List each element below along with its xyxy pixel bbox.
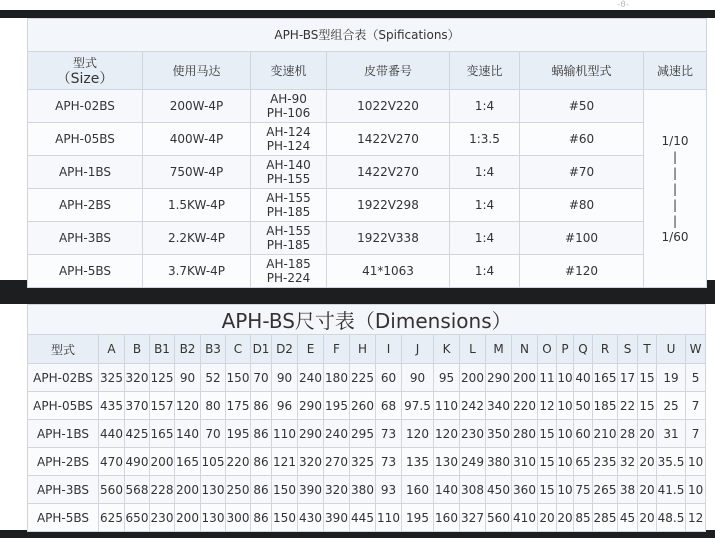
- cell-dimension: 290: [486, 364, 512, 392]
- table-row: [28, 222, 707, 255]
- header-ratio: 变速比: [450, 52, 520, 90]
- cell-dimension: 130: [201, 504, 226, 532]
- cell-dimension: 450: [486, 476, 512, 504]
- dimensions-table: [27, 304, 706, 532]
- reduction-bar: |: [673, 165, 678, 180]
- reduction-bar: |: [673, 181, 678, 196]
- cell-dimension: 20: [638, 420, 657, 448]
- cell-dimension: 225: [350, 364, 376, 392]
- cell-model: APH-02BS: [28, 90, 143, 123]
- cell-model: APH-1BS: [28, 420, 99, 448]
- dim-header: B: [125, 335, 150, 364]
- cell-dimension: 95: [434, 364, 460, 392]
- cell-dimension: 60: [376, 364, 402, 392]
- cell-dimension: 38: [618, 476, 638, 504]
- cell-dimension: 185: [593, 392, 618, 420]
- cell-dimension: 15: [538, 448, 557, 476]
- header-reducer: 变速机: [251, 52, 327, 90]
- dim-header: B2: [175, 335, 201, 364]
- cell-dimension: 300: [226, 504, 251, 532]
- cell-dimension: 73: [376, 420, 402, 448]
- cell-dimension: 380: [486, 448, 512, 476]
- cell-dimension: 28: [618, 420, 638, 448]
- cell-dimension: 249: [460, 448, 486, 476]
- cell-belt: 1922V298: [327, 189, 450, 222]
- cell-dimension: 270: [324, 448, 350, 476]
- cell-belt: 1422V270: [327, 123, 450, 156]
- cell-dimension: 65: [574, 448, 593, 476]
- cell-dimension: 121: [272, 448, 298, 476]
- cell-model: APH-05BS: [28, 123, 143, 156]
- cell-dimension: 130: [434, 448, 460, 476]
- dim-header: U: [657, 335, 686, 364]
- cell-dimension: 370: [125, 392, 150, 420]
- cell-dimension: 195: [402, 504, 434, 532]
- cell-dimension: 425: [125, 420, 150, 448]
- divider-band-top: [0, 10, 715, 18]
- cell-dimension: 230: [150, 504, 175, 532]
- cell-reducer: [251, 123, 327, 156]
- cell-dimension: 160: [434, 504, 460, 532]
- dim-header: W: [686, 335, 706, 364]
- cell-dimension: 295: [350, 420, 376, 448]
- cell-reducer-b: PH-155: [266, 172, 311, 186]
- cell-dimension: 285: [593, 504, 618, 532]
- header-motor: 使用马达: [143, 52, 251, 90]
- dim-header: T: [638, 335, 657, 364]
- spec-table: [27, 18, 706, 288]
- cell-dimension: 445: [350, 504, 376, 532]
- header-size-en: （Size）: [56, 70, 114, 87]
- cell-worm: #60: [520, 123, 644, 156]
- cell-dimension: 165: [175, 448, 201, 476]
- cell-dimension: 325: [350, 448, 376, 476]
- cell-model: APH-2BS: [28, 189, 143, 222]
- cell-dimension: 10: [557, 420, 574, 448]
- cell-dimension: 242: [460, 392, 486, 420]
- dimensions-table-title: APH-BS尺寸表（Dimensions）: [28, 305, 706, 335]
- cell-dimension: 320: [298, 448, 324, 476]
- table-row: [28, 504, 706, 532]
- cell-reducer: [251, 90, 327, 123]
- cell-reducer-a: AH-90: [270, 92, 307, 106]
- cell-dimension: 560: [486, 504, 512, 532]
- cell-dimension: 60: [574, 420, 593, 448]
- cell-dimension: 5: [686, 364, 706, 392]
- cell-belt: 41*1063: [327, 255, 450, 288]
- cell-dimension: 260: [350, 392, 376, 420]
- cell-ratio: 1:4: [450, 189, 520, 222]
- cell-dimension: 93: [376, 476, 402, 504]
- table-row: [28, 476, 706, 504]
- cell-dimension: 440: [99, 420, 125, 448]
- cell-dimension: 12: [538, 392, 557, 420]
- cell-dimension: 235: [593, 448, 618, 476]
- header-belt: 皮带番号: [327, 52, 450, 90]
- cell-dimension: 86: [251, 504, 272, 532]
- cell-dimension: 360: [512, 476, 538, 504]
- cell-reducer-b: PH-106: [266, 106, 311, 120]
- cell-model: APH-3BS: [28, 476, 99, 504]
- dim-header: B3: [201, 335, 226, 364]
- cell-dimension: 220: [512, 392, 538, 420]
- cell-dimension: 40: [574, 364, 593, 392]
- dimensions-body: [28, 364, 706, 532]
- cell-motor: 750W-4P: [143, 156, 251, 189]
- cell-dimension: 70: [251, 364, 272, 392]
- cell-dimension: 11: [538, 364, 557, 392]
- cell-dimension: 20: [638, 476, 657, 504]
- cell-dimension: 625: [99, 504, 125, 532]
- cell-ratio: 1:4: [450, 255, 520, 288]
- cell-ratio: 1:4: [450, 156, 520, 189]
- corner-mark: -0-: [616, 0, 630, 10]
- cell-dimension: 200: [512, 364, 538, 392]
- cell-dimension: 120: [402, 420, 434, 448]
- cell-dimension: 110: [376, 504, 402, 532]
- dim-header: K: [434, 335, 460, 364]
- cell-dimension: 130: [201, 476, 226, 504]
- cell-dimension: 280: [512, 420, 538, 448]
- cell-reducer-a: AH-155: [266, 191, 311, 205]
- cell-reducer: [251, 255, 327, 288]
- dim-header: B1: [150, 335, 175, 364]
- cell-dimension: 120: [175, 392, 201, 420]
- header-size: [28, 52, 143, 90]
- cell-dimension: 340: [486, 392, 512, 420]
- cell-dimension: 50: [574, 392, 593, 420]
- cell-dimension: 200: [175, 504, 201, 532]
- cell-motor: 3.7KW-4P: [143, 255, 251, 288]
- table-row: [28, 448, 706, 476]
- cell-reducer-b: PH-224: [266, 271, 311, 285]
- cell-dimension: 86: [251, 448, 272, 476]
- cell-dimension: 15: [538, 476, 557, 504]
- cell-dimension: 290: [298, 420, 324, 448]
- cell-dimension: 86: [251, 420, 272, 448]
- cell-ratio: 1:3.5: [450, 123, 520, 156]
- dim-header: D2: [272, 335, 298, 364]
- dim-header: O: [538, 335, 557, 364]
- cell-motor: 1.5KW-4P: [143, 189, 251, 222]
- cell-dimension: 210: [593, 420, 618, 448]
- cell-dimension: 180: [324, 364, 350, 392]
- cell-dimension: 45: [618, 504, 638, 532]
- cell-dimension: 97.5: [402, 392, 434, 420]
- dim-header: F: [324, 335, 350, 364]
- cell-dimension: 265: [593, 476, 618, 504]
- cell-dimension: 380: [350, 476, 376, 504]
- table-row: [28, 156, 707, 189]
- cell-reducer: [251, 222, 327, 255]
- cell-dimension: 230: [460, 420, 486, 448]
- cell-dimension: 7: [686, 420, 706, 448]
- cell-dimension: 240: [298, 364, 324, 392]
- table-row: [28, 90, 707, 123]
- cell-reducer: [251, 189, 327, 222]
- dim-header: S: [618, 335, 638, 364]
- cell-dimension: 110: [434, 392, 460, 420]
- cell-dimension: 10: [557, 392, 574, 420]
- cell-dimension: 157: [150, 392, 175, 420]
- dim-header: E: [298, 335, 324, 364]
- cell-dimension: 15: [538, 420, 557, 448]
- cell-motor: 400W-4P: [143, 123, 251, 156]
- cell-model: APH-1BS: [28, 156, 143, 189]
- cell-dimension: 105: [201, 448, 226, 476]
- cell-dimension: 85: [574, 504, 593, 532]
- cell-reducer-a: AH-124: [266, 125, 311, 139]
- cell-dimension: 165: [150, 420, 175, 448]
- cell-dimension: 25: [657, 392, 686, 420]
- cell-dimension: 86: [251, 392, 272, 420]
- cell-dimension: 240: [324, 420, 350, 448]
- cell-dimension: 75: [574, 476, 593, 504]
- cell-dimension: 73: [376, 448, 402, 476]
- cell-dimension: 327: [460, 504, 486, 532]
- cell-dimension: 310: [512, 448, 538, 476]
- cell-reducer-a: AH-155: [266, 224, 311, 238]
- dim-header: P: [557, 335, 574, 364]
- cell-dimension: 12: [686, 504, 706, 532]
- table-row: [28, 392, 706, 420]
- cell-reducer-a: AH-140: [266, 158, 311, 172]
- cell-dimension: 90: [175, 364, 201, 392]
- cell-ratio: 1:4: [450, 90, 520, 123]
- cell-motor: 2.2KW-4P: [143, 222, 251, 255]
- cell-dimension: 120: [434, 420, 460, 448]
- cell-reducer-a: AH-185: [266, 257, 311, 271]
- cell-dimension: 560: [99, 476, 125, 504]
- reduction-top: 1/10: [661, 133, 689, 148]
- cell-dimension: 150: [272, 476, 298, 504]
- cell-dimension: 568: [125, 476, 150, 504]
- cell-dimension: 320: [125, 364, 150, 392]
- cell-dimension: 20: [638, 504, 657, 532]
- cell-dimension: 15: [638, 364, 657, 392]
- cell-dimension: 390: [324, 504, 350, 532]
- cell-dimension: 22: [618, 392, 638, 420]
- cell-dimension: 290: [298, 392, 324, 420]
- cell-dimension: 17: [618, 364, 638, 392]
- cell-worm: #100: [520, 222, 644, 255]
- cell-dimension: 70: [201, 420, 226, 448]
- reduction-bar: |: [673, 149, 678, 164]
- cell-dimension: 308: [460, 476, 486, 504]
- cell-dimension: 350: [486, 420, 512, 448]
- cell-dimension: 20: [557, 504, 574, 532]
- cell-motor: 200W-4P: [143, 90, 251, 123]
- dim-header: I: [376, 335, 402, 364]
- reduction-bar: |: [673, 213, 678, 228]
- cell-worm: #50: [520, 90, 644, 123]
- cell-dimension: 228: [150, 476, 175, 504]
- cell-dimension: 110: [272, 420, 298, 448]
- cell-belt: 1422V270: [327, 156, 450, 189]
- cell-dimension: 220: [226, 448, 251, 476]
- cell-worm: #70: [520, 156, 644, 189]
- table-row: [28, 255, 707, 288]
- cell-dimension: 19: [657, 364, 686, 392]
- cell-dimension: 35.5: [657, 448, 686, 476]
- cell-dimension: 20: [638, 448, 657, 476]
- dim-header: M: [486, 335, 512, 364]
- cell-dimension: 135: [402, 448, 434, 476]
- dim-header: H: [350, 335, 376, 364]
- header-worm: 蜗输机型式: [520, 52, 644, 90]
- cell-dimension: 96: [272, 392, 298, 420]
- table-row: [28, 189, 707, 222]
- cell-model: APH-5BS: [28, 255, 143, 288]
- cell-model: APH-5BS: [28, 504, 99, 532]
- cell-dimension: 160: [402, 476, 434, 504]
- cell-dimension: 90: [272, 364, 298, 392]
- cell-dimension: 390: [298, 476, 324, 504]
- cell-model: APH-02BS: [28, 364, 99, 392]
- cell-dimension: 10: [557, 476, 574, 504]
- cell-belt: 1022V220: [327, 90, 450, 123]
- cell-dimension: 68: [376, 392, 402, 420]
- cell-dimension: 41.5: [657, 476, 686, 504]
- cell-dimension: 140: [434, 476, 460, 504]
- table-row: [28, 420, 706, 448]
- reduction-bar: |: [673, 197, 678, 212]
- cell-model: APH-05BS: [28, 392, 99, 420]
- cell-belt: 1922V338: [327, 222, 450, 255]
- cell-dimension: 195: [226, 420, 251, 448]
- table-row: [28, 123, 707, 156]
- cell-dimension: 52: [201, 364, 226, 392]
- cell-dimension: 650: [125, 504, 150, 532]
- cell-dimension: 470: [99, 448, 125, 476]
- cell-dimension: 200: [460, 364, 486, 392]
- reduction-bottom: 1/60: [661, 229, 689, 244]
- cell-dimension: 200: [175, 476, 201, 504]
- cell-dimension: 7: [686, 392, 706, 420]
- cell-dimension: 150: [272, 504, 298, 532]
- cell-worm: #80: [520, 189, 644, 222]
- cell-dimension: 430: [298, 504, 324, 532]
- cell-dimension: 10: [557, 364, 574, 392]
- cell-dimension: 80: [201, 392, 226, 420]
- header-size-zh: 型式: [72, 55, 97, 70]
- cell-dimension: 15: [638, 392, 657, 420]
- cell-dimension: 490: [125, 448, 150, 476]
- dim-header: C: [226, 335, 251, 364]
- cell-model: APH-3BS: [28, 222, 143, 255]
- cell-dimension: 165: [593, 364, 618, 392]
- dim-header: R: [593, 335, 618, 364]
- spec-table-title: APH-BS型组合表（Spifications）: [28, 19, 707, 52]
- dim-header: D1: [251, 335, 272, 364]
- cell-reducer-b: PH-185: [266, 238, 311, 252]
- dim-header: A: [99, 335, 125, 364]
- cell-model: APH-2BS: [28, 448, 99, 476]
- cell-dimension: 140: [175, 420, 201, 448]
- cell-dimension: 90: [402, 364, 434, 392]
- cell-dimension: 325: [99, 364, 125, 392]
- cell-dimension: 48.5: [657, 504, 686, 532]
- cell-reducer-b: PH-185: [266, 205, 311, 219]
- cell-dimension: 175: [226, 392, 251, 420]
- cell-dimension: 20: [538, 504, 557, 532]
- cell-reducer: [251, 156, 327, 189]
- cell-dimension: 250: [226, 476, 251, 504]
- cell-dimension: 10: [557, 448, 574, 476]
- dim-header: N: [512, 335, 538, 364]
- cell-dimension: 195: [324, 392, 350, 420]
- cell-dimension: 150: [226, 364, 251, 392]
- cell-dimension: 435: [99, 392, 125, 420]
- dimensions-header-row: [28, 335, 706, 364]
- cell-reducer-b: PH-124: [266, 139, 311, 153]
- cell-worm: #120: [520, 255, 644, 288]
- header-reduction: 减速比: [644, 52, 707, 90]
- dim-header: 型式: [28, 335, 99, 364]
- cell-dimension: 86: [251, 476, 272, 504]
- dim-header: Q: [574, 335, 593, 364]
- cell-reduction-range: [644, 90, 707, 288]
- cell-dimension: 125: [150, 364, 175, 392]
- cell-dimension: 320: [324, 476, 350, 504]
- cell-dimension: 10: [686, 476, 706, 504]
- cell-dimension: 31: [657, 420, 686, 448]
- table-row: [28, 364, 706, 392]
- cell-dimension: 10: [686, 448, 706, 476]
- cell-dimension: 200: [150, 448, 175, 476]
- cell-dimension: 32: [618, 448, 638, 476]
- dim-header: J: [402, 335, 434, 364]
- cell-dimension: 410: [512, 504, 538, 532]
- dim-header: L: [460, 335, 486, 364]
- cell-ratio: 1:4: [450, 222, 520, 255]
